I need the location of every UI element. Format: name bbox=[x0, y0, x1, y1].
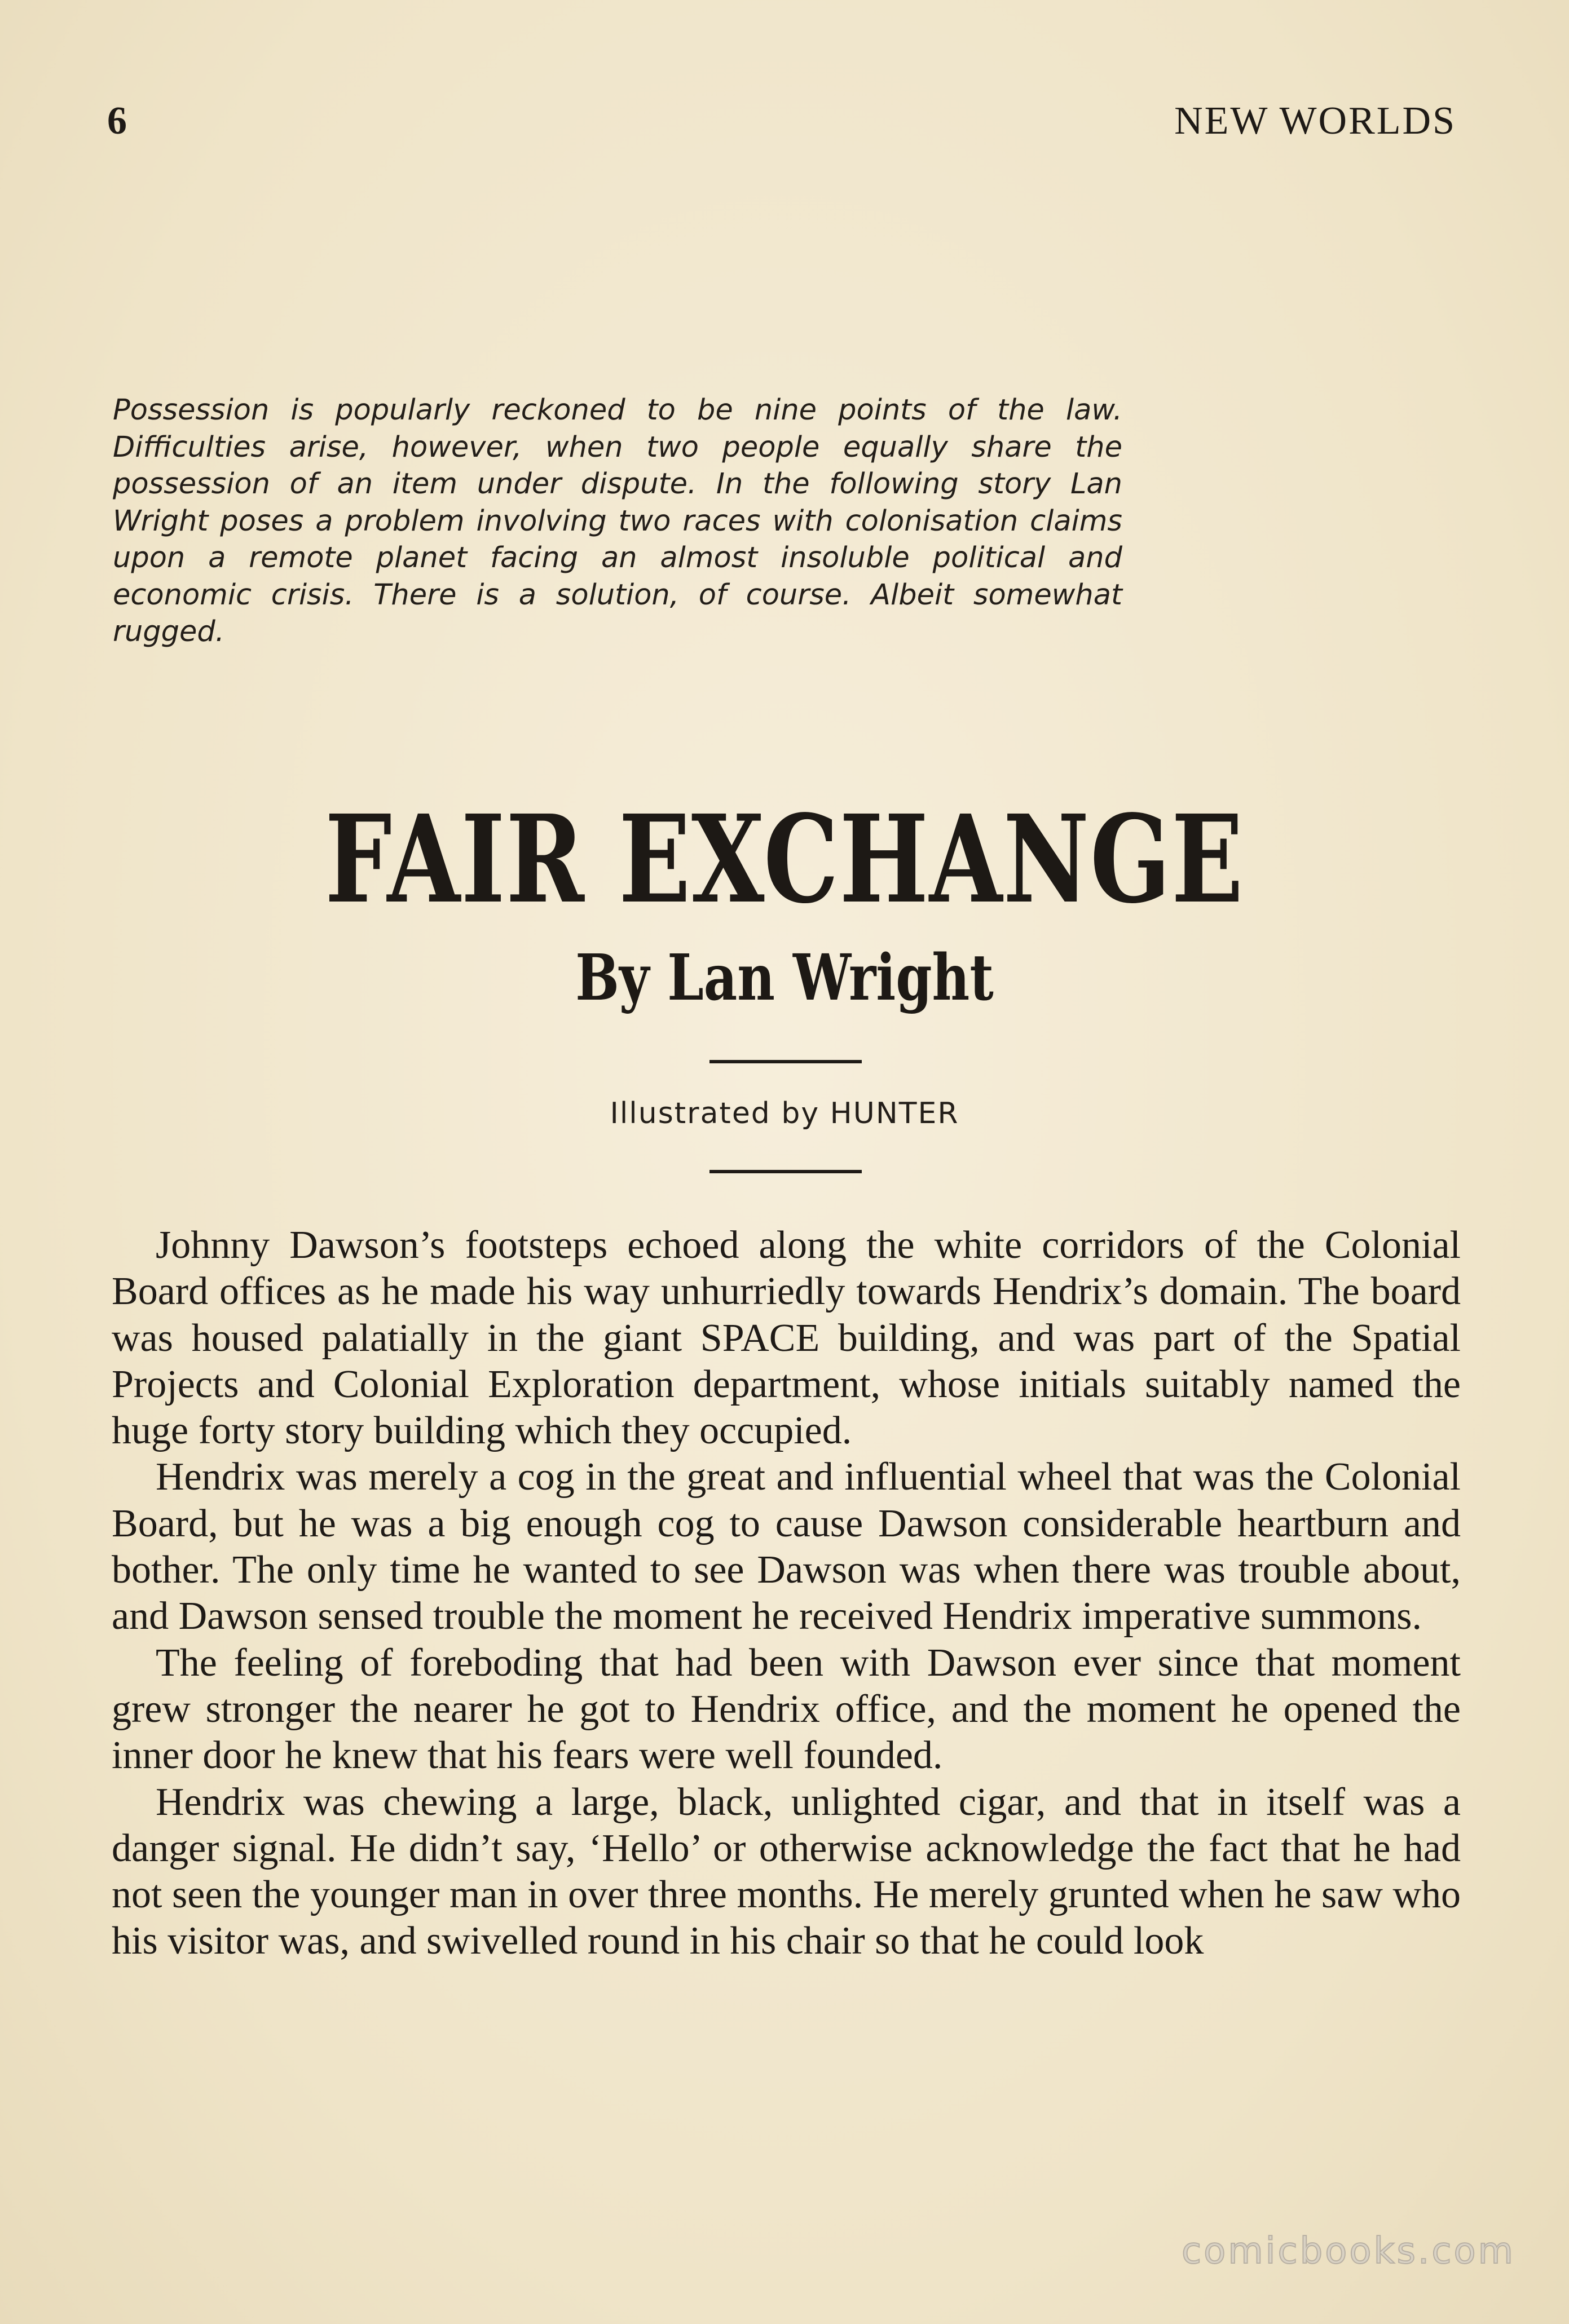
body-paragraph-4: Hendrix was chewing a large, black, unlighted cigar, and that in itself was a danger signal. He didn’t say, ‘Hello’ or otherwise acknowledge the fact that he had not seen the younger man in over three months. He merely grunted when he saw who his visitor was, and swivelled round in his chair so that he could look bbox=[112, 1780, 1461, 1963]
page-number: 6 bbox=[107, 99, 127, 143]
story-byline: By Lan Wright bbox=[575, 941, 994, 1015]
story-body bbox=[112, 1222, 1461, 1965]
body-paragraph-3: The feeling of foreboding that had been with Dawson ever since that moment grew stronger the nearer he got to Hendrix office, and the moment he opened the inner door he knew that his fears were well founded. bbox=[112, 1641, 1461, 1778]
watermark: comicbooks.com bbox=[1181, 2230, 1515, 2272]
running-header: NEW WORLDS bbox=[1174, 99, 1456, 143]
divider-rule-bottom bbox=[709, 1170, 862, 1173]
story-intro: Possession is popularly reckoned to be nine points of the law. Difficulties arise, however, when two people equally share the possession of an item under dispute. In the following story Lan Wright poses a problem involving two races with colonisation claims upon a remote planet facing an almost insoluble political and economic crisis. There is a solution, of course. Albeit somewhat rugged. bbox=[113, 394, 1122, 648]
body-paragraph-2: Hendrix was merely a cog in the great and influential wheel that was the Colonial Board, but he was a big enough cog to cause Dawson considerable heartburn and bother. The only time he wanted to see Dawson was when there was trouble about, and Dawson sensed trouble the moment he received Hendrix imperative summons. bbox=[112, 1455, 1461, 1638]
divider-rule-top bbox=[709, 1060, 862, 1063]
body-paragraph-1: Johnny Dawson’s footsteps echoed along the white corridors of the Colonial Board offices as he made his way unhurriedly towards Hendrix’s domain. The board was housed palatially in the giant SPACE building, and was part of the Spatial Projects and Colonial Exploration department, whose initials suitably named the huge forty story building which they occupied. bbox=[112, 1223, 1461, 1453]
illustrator-credit: Illustrated by HUNTER bbox=[610, 1097, 959, 1130]
story-title: FAIR EXCHANGE bbox=[325, 789, 1244, 930]
